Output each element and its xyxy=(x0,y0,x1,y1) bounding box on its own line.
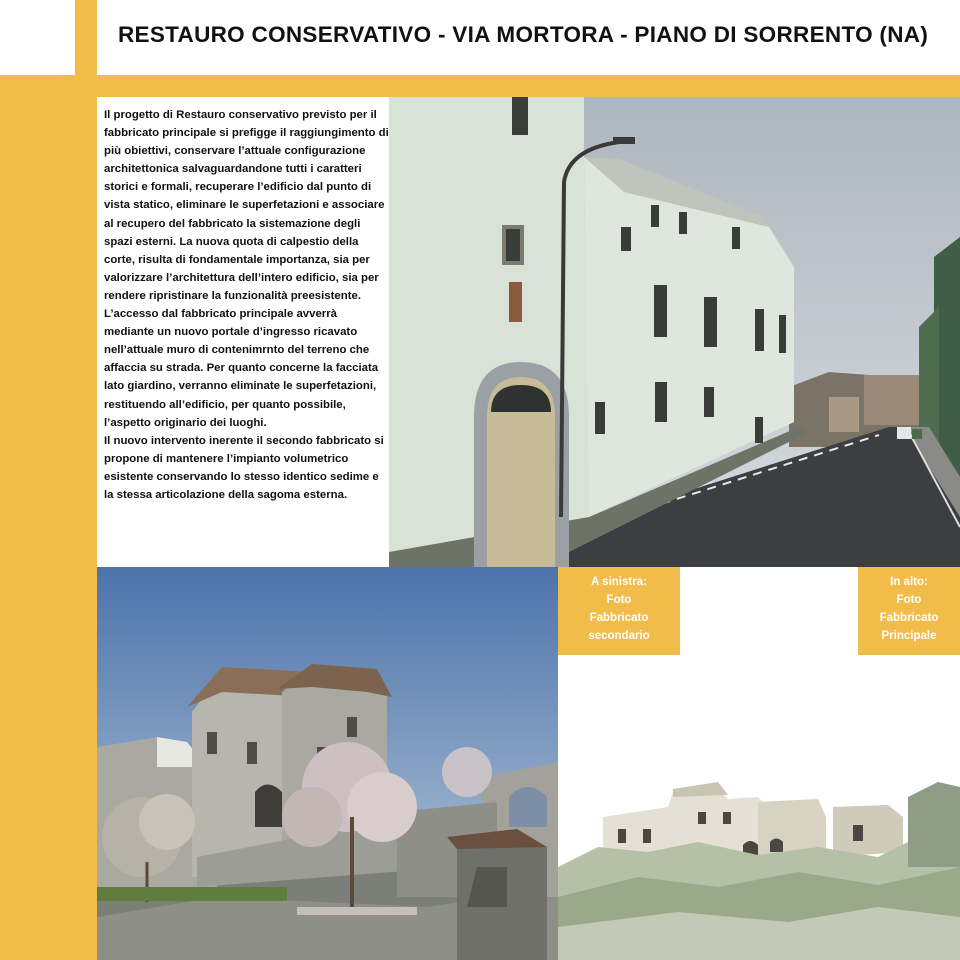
description-paragraph-1: Il progetto di Restauro conservativo previsto per il fabbricato principale si prefigge il raggiungimento di più obiettivi, conservare l’attuale configurazione architettonica salvaguardandone tutti i caratteri storici e formali, recuperare l’edificio dal punto di vista statico, eliminare le superfetazioni e associare al recupero del fabbricato la sistemazione degli spazi esterni. La nuova quota di calpestio della corte, risulta di fondamentale importanza, sia per valorizzare l’architettura dell’intero edificio, sia per rendere ripristinare la funzionalità preesistente. L’accesso dal fabbricato principale avverrà mediante un nuovo portale d’ingresso ricavato nell’attuale muro di contenimrnto del terreno che affaccia su strada. Per quanto concerne la facciata lato giardino, verranno eliminate le superfetazioni, restituendo all’edificio, per quanto possibile, l’aspetto originario dei luoghi. xyxy=(104,109,389,429)
caption-left-line-1: A sinistra: xyxy=(591,576,647,588)
caption-left xyxy=(558,567,680,655)
vertical-accent-bar xyxy=(75,0,97,960)
caption-right-line-4: Principale xyxy=(881,630,937,642)
caption-right-line-1: In alto: xyxy=(890,576,928,588)
photo-main-building xyxy=(389,97,960,567)
sidebar-column xyxy=(0,97,75,960)
caption-left-line-2: Foto xyxy=(606,594,632,606)
description-paragraph-2: Il nuovo intervento inerente il secondo fabbricato si propone di mantenere l’impianto volumetrico esistente conservando lo stesso identico sedime e la stessa articolazione della sagoma esterna. xyxy=(104,434,384,501)
horizontal-accent-bar xyxy=(0,75,960,97)
render-secondary-building xyxy=(97,567,558,960)
caption-left-line-4: secondario xyxy=(588,630,650,642)
page-title: RESTAURO CONSERVATIVO - VIA MORTORA - PIANO DI SORRENTO (NA) xyxy=(118,22,929,47)
project-description xyxy=(104,106,389,504)
caption-right-line-2: Foto xyxy=(896,594,922,606)
caption-right-line-3: Fabbricato xyxy=(879,612,939,624)
caption-right xyxy=(858,567,960,655)
caption-left-line-3: Fabbricato xyxy=(589,612,649,624)
